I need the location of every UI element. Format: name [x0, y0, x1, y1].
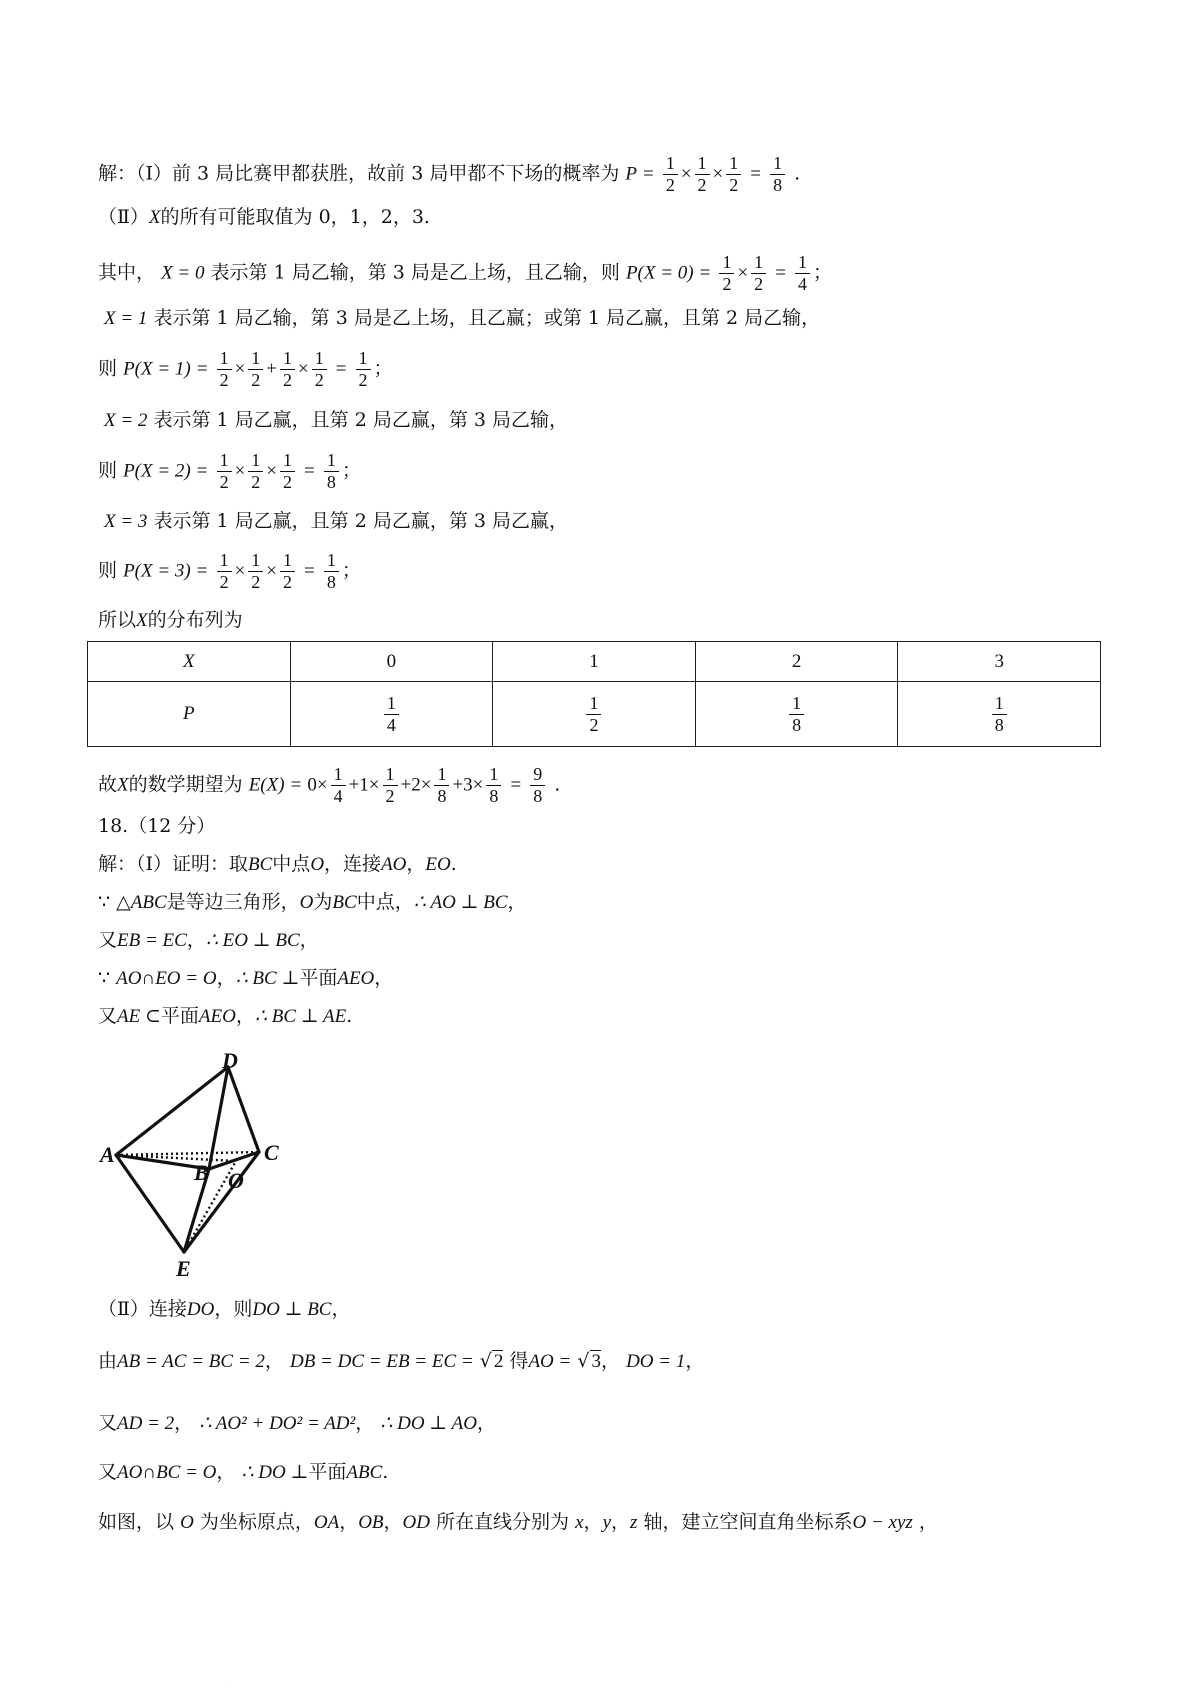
text: 则 [98, 559, 118, 582]
table-header-row [88, 642, 1101, 682]
proof-line-1: 解：（Ⅰ）证明：取BC中点O，连接AO，EO. [98, 853, 457, 875]
times: × [298, 358, 309, 380]
equals: = [335, 358, 347, 380]
fraction: $\frac{1}{8}$ [324, 450, 339, 493]
fraction: $\frac{1}{2}$ [248, 450, 263, 493]
fraction: $\frac{1}{8}$ [770, 153, 785, 196]
fraction: $\frac{1}{2}$ [695, 153, 710, 196]
fraction: $\frac{1}{2}$ [356, 348, 371, 391]
edge-AE [116, 1155, 184, 1252]
case-x2-prob [98, 450, 361, 493]
var-X: X [136, 610, 148, 631]
coef: 0× [307, 774, 328, 796]
coef: +2× [400, 774, 432, 796]
times: × [737, 262, 749, 284]
proof-line-4: ∵ AO∩EO = O，∴ BC ⊥平面AEO， [98, 967, 394, 989]
fraction: $\frac{1}{8}$ [434, 764, 449, 807]
label-B: B [194, 1160, 209, 1185]
fraction: $\frac{1}{2}$ [663, 153, 678, 196]
text: （Ⅱ） [98, 206, 149, 228]
var-X: X [148, 207, 161, 228]
fraction: $\frac{1}{2}$ [217, 550, 232, 593]
probability-lhs: P(X = 2) [123, 460, 191, 482]
tetrahedron-figure [96, 1052, 296, 1282]
text: 表示第 1 局乙输，第 3 局是乙上场，且乙输，则 [210, 261, 620, 284]
equals: = [699, 262, 711, 284]
fraction: $\frac{1}{2}$ [383, 764, 398, 807]
case-x0-line [98, 252, 832, 295]
part2-line-5: 如图，以 O 为坐标原点，OA，OB，OD 所在直线分别为 x，y，z 轴，建立空间直角坐标系O − xyz ， [98, 1511, 938, 1533]
text: 18.（12 分） [98, 815, 216, 837]
times: × [266, 460, 277, 482]
edge-AD [116, 1067, 228, 1155]
fraction: $\frac{1}{2}$ [248, 348, 263, 391]
condition: X = 1 [104, 308, 148, 329]
text: 表示第 1 局乙赢，且第 2 局乙赢，第 3 局乙赢， [153, 510, 568, 532]
table-cell: $\frac{1}{8}$ [695, 682, 898, 747]
label-C: C [264, 1140, 279, 1165]
page-mark: · [226, 1680, 228, 1687]
expectation-lhs: E(X) [248, 774, 285, 796]
equals: = [290, 774, 302, 796]
semicolon: ； [341, 559, 361, 582]
equals: = [643, 163, 654, 185]
fraction: $\frac{1}{4}$ [795, 252, 810, 295]
table-row [88, 682, 1101, 747]
period: . [794, 162, 801, 185]
equals: = [750, 163, 762, 185]
condition: X = 0 [161, 262, 205, 284]
fraction: $\frac{1}{2}$ [719, 252, 734, 295]
part2-line-1: （Ⅱ）连接DO，则DO ⊥ BC， [98, 1298, 351, 1320]
table-cell: $\frac{1}{4}$ [290, 682, 493, 747]
fraction: $\frac{1}{2}$ [280, 348, 295, 391]
text: 故 [98, 773, 118, 796]
semicolon: ； [373, 357, 393, 380]
fraction: $\frac{1}{2}$ [248, 550, 263, 593]
fraction: $\frac{1}{2}$ [280, 550, 295, 593]
part2-line-4: 又AO∩BC = O， ∴ DO ⊥平面ABC. [98, 1461, 389, 1483]
text: 所以 [98, 609, 137, 631]
times: × [234, 358, 246, 380]
probability-lhs: P(X = 1) [123, 358, 191, 380]
fraction: $\frac{1}{4}$ [331, 764, 346, 807]
table-cell: 1 [493, 642, 696, 682]
solution-part2-line [98, 205, 430, 230]
var-P: P [625, 163, 637, 185]
text: 表示第 1 局乙赢，且第 2 局乙赢，第 3 局乙输， [153, 409, 568, 431]
table-cell: P [88, 682, 291, 747]
text: 其中， [98, 261, 156, 284]
table-cell: $\frac{1}{2}$ [493, 682, 696, 747]
fraction: $\frac{1}{8}$ [324, 550, 339, 593]
equals: = [196, 460, 208, 482]
probability-lhs: P(X = 3) [123, 560, 191, 582]
condition: X = 3 [104, 511, 148, 532]
text: 则 [98, 459, 118, 482]
text: 表示第 1 局乙输，第 3 局是乙上场，且乙赢；或第 1 局乙赢，且第 2 局乙输， [153, 307, 821, 329]
coef: +1× [348, 774, 380, 796]
case-x3-prob [98, 550, 361, 593]
fraction: $\frac{1}{2}$ [751, 252, 766, 295]
table-cell: 3 [898, 642, 1101, 682]
part2-line-3: 又AD = 2， ∴ AO² + DO² = AD²， ∴ DO ⊥ AO， [98, 1412, 496, 1434]
distribution-intro [98, 608, 243, 633]
probability-lhs: P(X = 0) [625, 262, 694, 284]
fraction: $\frac{1}{2}$ [217, 348, 232, 391]
edge-DC [228, 1067, 259, 1152]
text: 的分布列为 [147, 609, 243, 631]
distribution-table [87, 641, 1101, 747]
text: 的所有可能取值为 0，1，2，3. [160, 206, 430, 228]
case-x1-desc [104, 306, 820, 331]
equals: = [304, 460, 315, 482]
expectation-line [98, 764, 560, 807]
problem-18-heading [98, 814, 215, 838]
plus: + [266, 358, 277, 380]
table-cell: $\frac{1}{8}$ [898, 682, 1101, 747]
equals: = [304, 560, 315, 582]
part2-line-2: 由AB = AC = BC = 2， DB = DC = EB = EC = √ 2 得AO = √ 3， DO = 1， [98, 1350, 705, 1372]
semicolon: ； [812, 261, 832, 284]
times: × [712, 163, 724, 185]
equals: = [196, 560, 208, 582]
equals: = [775, 262, 786, 284]
fraction: $\frac{1}{2}$ [726, 153, 741, 196]
label-A: A [100, 1142, 115, 1167]
coef: +3× [452, 774, 484, 796]
proof-line-2: ∵ △ABC是等边三角形，O为BC中点，∴ AO ⊥ BC， [98, 891, 527, 913]
text: 的数学期望为 [128, 773, 243, 796]
semicolon: ； [341, 459, 361, 482]
case-x3-desc [104, 509, 568, 534]
case-x2-desc [104, 408, 568, 433]
label-D: D [222, 1052, 238, 1073]
solution-part1-line [98, 153, 800, 196]
label-O: O [228, 1168, 244, 1193]
case-x1-prob [98, 348, 393, 391]
proof-line-5: 又AE ⊂平面AEO，∴ BC ⊥ AE. [98, 1005, 353, 1027]
table-cell: X [88, 642, 291, 682]
period: . [554, 773, 561, 796]
times: × [234, 460, 246, 482]
fraction: $\frac{1}{8}$ [486, 764, 501, 807]
times: × [234, 560, 246, 582]
edge-AC-hidden [116, 1152, 259, 1155]
text: 解：（Ⅰ）前 3 局比赛甲都获胜，故前 3 局甲都不下场的概率为 [98, 162, 620, 185]
fraction: $\frac{1}{2}$ [312, 348, 327, 391]
fraction: $\frac{1}{2}$ [280, 450, 295, 493]
text: 则 [98, 357, 118, 380]
equals: = [196, 358, 208, 380]
equals: = [510, 774, 522, 796]
fraction: $\frac{1}{2}$ [217, 450, 232, 493]
var-X: X [117, 774, 129, 796]
times: × [266, 560, 277, 582]
condition: X = 2 [104, 410, 148, 431]
label-E: E [176, 1256, 191, 1281]
table-cell: 0 [290, 642, 493, 682]
fraction: $\frac{9}{8}$ [530, 764, 545, 807]
proof-line-3: 又EB = EC，∴ EO ⊥ BC， [98, 929, 319, 951]
times: × [680, 163, 692, 185]
table-cell: 2 [695, 642, 898, 682]
